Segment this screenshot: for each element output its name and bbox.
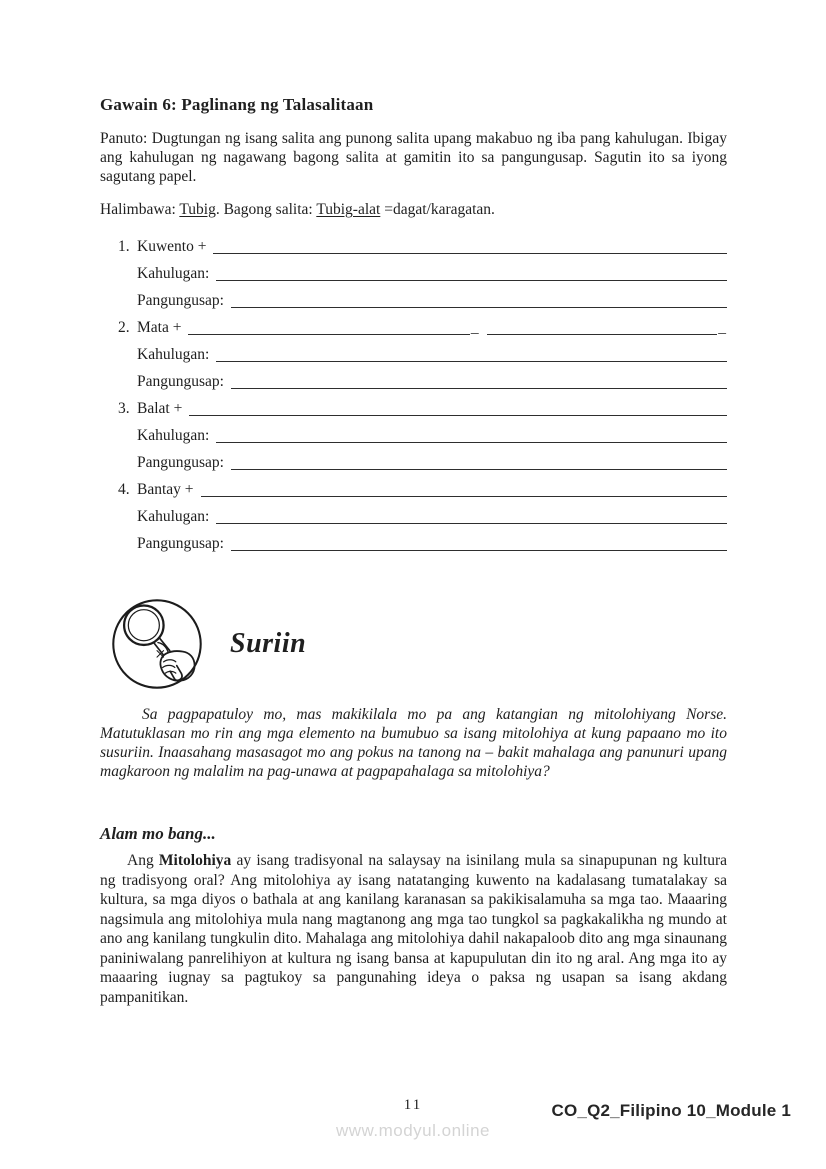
example-middle: . Bagong salita: [215,201,317,218]
example-line [100,201,780,219]
page-number: 11 [403,1097,423,1113]
list-item-3 [100,394,727,421]
blank-line [216,361,727,362]
blank-line [216,280,727,281]
section-heading: Suriin [230,628,307,659]
blank-line [213,253,727,254]
kahulugan-row-3 [100,421,727,448]
blank-line [188,334,469,335]
module-code: CO_Q2_Filipino 10_Module 1 [551,1101,791,1120]
blank-line [231,550,727,551]
field-label: Kahulugan: [137,265,210,282]
underscore-mark: _ [718,319,726,336]
suriin-intro-paragraph: Sa pagpapatuloy mo, mas makikilala mo pa ang katangian ng mitolohiyang Norse. Matutuklasan mo rin ang mga elemento na bumubuo sa isang mitolohiya at kung papaano mo ito susuriin. Inaasahang masasagot mo ang pokus na tanong na – bakit mahalaga ang panunuri upang magkaroon ng malalim na pag-unawa at pagpapahalaga sa mitolohiya? [100,706,727,780]
blank-line [231,388,727,389]
list-item-number: 2. [118,319,130,336]
blank-line [231,307,727,308]
list-item-word: Bantay + [137,481,194,498]
field-label: Pangungusap: [137,292,224,309]
pangungusap-row-1 [100,286,727,313]
example-suffix: =dagat/karagatan. [380,201,495,218]
field-label: Kahulugan: [137,427,210,444]
kahulugan-row-1 [100,259,727,286]
list-item-number: 1. [118,238,130,255]
list-item-word: Mata + [137,319,182,336]
blank-line [216,442,727,443]
kahulugan-row-2 [100,340,727,367]
trivia-heading: Alam mo bang... [100,824,216,843]
field-label: Pangungusap: [137,535,224,552]
example-word-tubig: Tubig [179,201,216,218]
pangungusap-row-2 [100,367,727,394]
list-item-number: 4. [118,481,130,498]
watermark-text: www.modyul.online [335,1121,490,1140]
trivia-keyword: Mitolohiya [158,852,232,869]
trivia-body: ay isang tradisyonal na salaysay na isinilang mula sa sinapupunan ng kultura ng tradisyong oral? Ang mitolohiya ay isang natatanging kuwento na kadalasang tumatalakay sa kultura, sa mga diyos o bathala at ang kanilang karanasan sa pakikisalamuha sa mga tao. Maaaring nagsimula ang mitolohiya mula nang magtanong ang mga tao tungkol sa pagkakalikha ng mundo at ano ang kanilang tungkulin dito. Mahalaga ang mitolohiya dahil nakapaloob dito ang mga sinaunang paniniwalang panrelihiyon at kultura ng isang bansa at kapupulutan din ito ng aral. Ang mga ito ay maaaring iugnay sa pagtukoy sa pangunahing ideya o paksa ng usapan sa isang akdang pampanitikan. [100,852,731,1006]
list-item-1 [100,232,727,259]
kahulugan-row-4 [100,502,727,529]
underscore-mark: _ [470,319,479,336]
list-item-word: Balat + [137,400,183,417]
list-item-number: 3. [118,400,130,417]
blank-line [201,496,727,497]
trivia-paragraph [100,851,731,1007]
example-word-tubig-alat: Tubig-alat [316,201,381,218]
list-item-word: Kuwento + [137,238,207,255]
blank-line [216,523,727,524]
field-label: Kahulugan: [137,508,210,525]
field-label: Pangungusap: [137,373,224,390]
instructions-paragraph: Panuto: Dugtungan ng isang salita ang punong salita upang makabuo ng iba pang kahulugan. Ibigay ang kahulugan ng nagawang bagong salita at gamitin ito sa pangungusap. Sagutin ito sa iyong sagutang papel. [100,130,727,185]
suriin-section-header [110,594,610,694]
magnifying-glass-hand-icon [110,597,204,691]
blank-line [189,415,727,416]
trivia-prefix: Ang [127,852,159,869]
field-label: Kahulugan: [137,346,210,363]
field-label: Pangungusap: [137,454,224,471]
blank-line [487,334,718,335]
fill-in-worksheet [100,232,727,556]
blank-line [231,469,727,470]
list-item-2 [100,313,727,340]
page-title: Gawain 6: Paglinang ng Talasalitaan [100,95,374,114]
example-prefix: Halimbawa: [100,201,180,218]
list-item-4 [100,475,727,502]
pangungusap-row-4 [100,529,727,556]
pangungusap-row-3 [100,448,727,475]
